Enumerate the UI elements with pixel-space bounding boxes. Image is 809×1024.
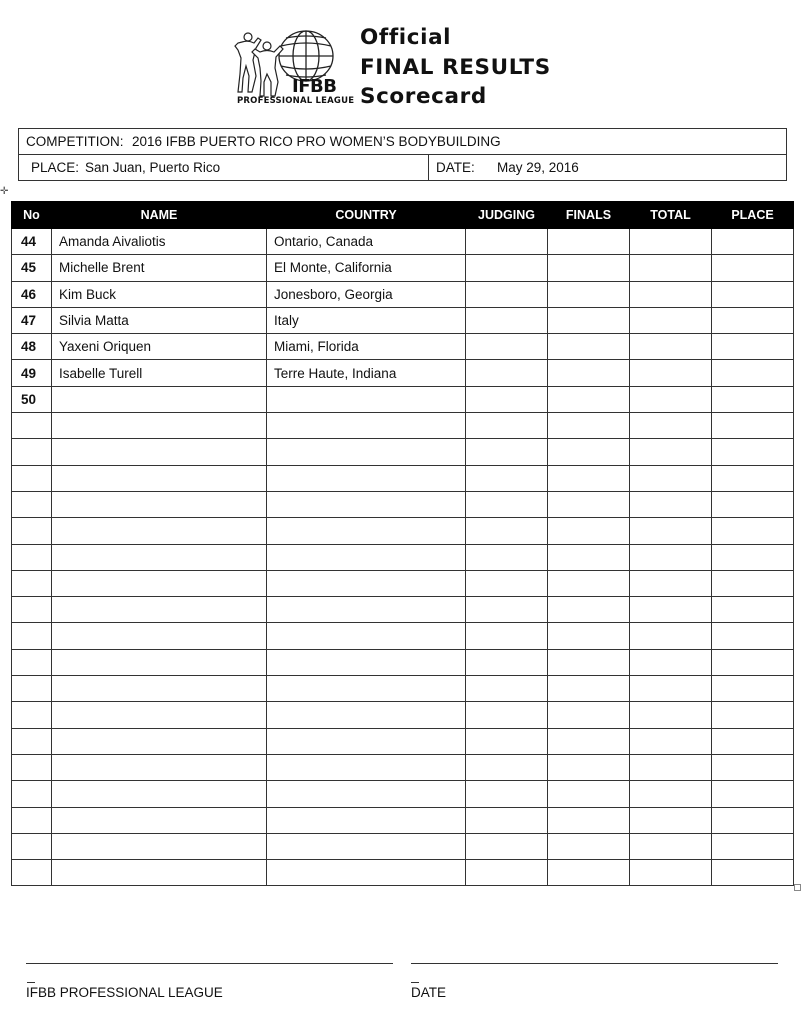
cell-place [712, 807, 794, 833]
cell-judging [466, 833, 548, 859]
cell-place [712, 833, 794, 859]
results-table-body [12, 229, 794, 886]
cell-finals [548, 728, 630, 754]
cell-place [712, 465, 794, 491]
date-value: May 29, 2016 [497, 160, 579, 175]
cell-judging [466, 570, 548, 596]
table-row [12, 307, 794, 333]
column-header-place: PLACE [712, 202, 794, 229]
cell-no: 44 [12, 229, 52, 255]
cell-place [712, 649, 794, 675]
table-row [12, 439, 794, 465]
cell-country [267, 570, 466, 596]
cell-name [52, 518, 267, 544]
cell-finals [548, 281, 630, 307]
cell-judging [466, 334, 548, 360]
cell-judging [466, 807, 548, 833]
cell-finals [548, 807, 630, 833]
cell-judging [466, 439, 548, 465]
cell-finals [548, 702, 630, 728]
cell-country [267, 544, 466, 570]
cell-judging [466, 781, 548, 807]
cell-finals [548, 544, 630, 570]
cell-name [52, 465, 267, 491]
cell-name [52, 544, 267, 570]
cell-no [12, 623, 52, 649]
cell-no [12, 491, 52, 517]
table-row [12, 781, 794, 807]
cell-finals [548, 491, 630, 517]
cell-name [52, 623, 267, 649]
cell-no: 49 [12, 360, 52, 386]
place-date-row [19, 155, 786, 181]
cell-country [267, 807, 466, 833]
cell-judging [466, 491, 548, 517]
cell-no: 46 [12, 281, 52, 307]
cell-country [267, 781, 466, 807]
table-resize-handle[interactable] [794, 884, 801, 891]
table-row [12, 386, 794, 412]
cell-judging [466, 360, 548, 386]
cell-judging [466, 623, 548, 649]
cell-country [267, 860, 466, 886]
info-divider [428, 155, 429, 181]
signature-dash-right [411, 982, 419, 983]
cell-place [712, 781, 794, 807]
cell-total [630, 229, 712, 255]
cell-finals [548, 255, 630, 281]
cell-total [630, 518, 712, 544]
cell-name [52, 439, 267, 465]
cell-name [52, 649, 267, 675]
table-row [12, 281, 794, 307]
place-value: San Juan, Puerto Rico [85, 160, 221, 175]
table-row [12, 597, 794, 623]
cell-country [267, 465, 466, 491]
cell-total [630, 281, 712, 307]
column-header-judging: JUDGING [466, 202, 548, 229]
cell-no [12, 465, 52, 491]
cell-total [630, 360, 712, 386]
cell-place [712, 491, 794, 517]
cell-finals [548, 833, 630, 859]
cell-place [712, 334, 794, 360]
cell-no [12, 518, 52, 544]
title-line-1: Official [360, 25, 452, 50]
cell-no [12, 649, 52, 675]
cell-country: El Monte, California [267, 255, 466, 281]
cell-no: 50 [12, 386, 52, 412]
cell-total [630, 570, 712, 596]
cell-finals [548, 860, 630, 886]
cell-judging [466, 518, 548, 544]
cell-country [267, 597, 466, 623]
cell-name: Silvia Matta [52, 307, 267, 333]
cell-finals [548, 229, 630, 255]
cell-place [712, 518, 794, 544]
signature-line-league [26, 963, 393, 964]
table-row [12, 491, 794, 517]
cell-finals [548, 570, 630, 596]
cell-judging [466, 676, 548, 702]
cell-no [12, 728, 52, 754]
table-row [12, 570, 794, 596]
title-line-3: Scorecard [360, 84, 487, 109]
cell-name [52, 597, 267, 623]
cell-judging [466, 649, 548, 675]
cell-judging [466, 728, 548, 754]
table-row [12, 860, 794, 886]
cell-finals [548, 781, 630, 807]
column-header-name: NAME [52, 202, 267, 229]
cell-finals [548, 360, 630, 386]
cell-name [52, 807, 267, 833]
cell-total [630, 544, 712, 570]
cell-place [712, 307, 794, 333]
cell-name [52, 491, 267, 517]
cell-total [630, 833, 712, 859]
cell-total [630, 465, 712, 491]
column-header-finals: FINALS [548, 202, 630, 229]
table-row [12, 807, 794, 833]
cell-country [267, 413, 466, 439]
cell-country [267, 491, 466, 517]
cell-place [712, 676, 794, 702]
cell-total [630, 860, 712, 886]
cell-country: Jonesboro, Georgia [267, 281, 466, 307]
table-row [12, 465, 794, 491]
cell-place [712, 360, 794, 386]
table-move-handle-icon[interactable]: ✛ [0, 186, 9, 197]
table-row [12, 833, 794, 859]
cell-finals [548, 649, 630, 675]
cell-no: 47 [12, 307, 52, 333]
cell-total [630, 676, 712, 702]
cell-judging [466, 544, 548, 570]
cell-country [267, 833, 466, 859]
competition-value: 2016 IFBB PUERTO RICO PRO WOMEN’S BODYBUILDING [132, 134, 501, 149]
competition-label: COMPETITION: [26, 134, 124, 149]
cell-total [630, 255, 712, 281]
cell-place [712, 597, 794, 623]
cell-total [630, 413, 712, 439]
cell-name: Yaxeni Oriquen [52, 334, 267, 360]
table-row [12, 728, 794, 754]
document-title [360, 23, 551, 112]
signature-dash-left [27, 982, 35, 983]
cell-no [12, 439, 52, 465]
cell-no [12, 807, 52, 833]
cell-country: Ontario, Canada [267, 229, 466, 255]
cell-name: Michelle Brent [52, 255, 267, 281]
cell-total [630, 597, 712, 623]
signature-line-date [411, 963, 778, 964]
cell-country [267, 676, 466, 702]
cell-finals [548, 307, 630, 333]
cell-no [12, 702, 52, 728]
cell-finals [548, 623, 630, 649]
cell-finals [548, 597, 630, 623]
cell-name: Kim Buck [52, 281, 267, 307]
title-line-2: FINAL RESULTS [360, 54, 551, 80]
cell-finals [548, 676, 630, 702]
footer-league-label: IFBB PROFESSIONAL LEAGUE [26, 985, 223, 1000]
cell-judging [466, 255, 548, 281]
cell-no [12, 781, 52, 807]
footer-date-label: DATE [411, 985, 447, 1000]
cell-no: 45 [12, 255, 52, 281]
cell-judging [466, 229, 548, 255]
table-header-row [12, 202, 794, 229]
cell-place [712, 570, 794, 596]
place-label: PLACE: [31, 160, 80, 175]
table-row [12, 334, 794, 360]
cell-no [12, 860, 52, 886]
cell-name [52, 570, 267, 596]
table-row [12, 229, 794, 255]
cell-name [52, 702, 267, 728]
cell-name [52, 413, 267, 439]
cell-place [712, 439, 794, 465]
cell-finals [548, 518, 630, 544]
cell-place [712, 229, 794, 255]
cell-name [52, 754, 267, 780]
cell-country [267, 623, 466, 649]
cell-place [712, 281, 794, 307]
cell-no: 48 [12, 334, 52, 360]
column-header-no: No [12, 202, 52, 229]
competition-info-box [18, 128, 787, 181]
cell-no [12, 676, 52, 702]
cell-no [12, 544, 52, 570]
cell-total [630, 649, 712, 675]
cell-country [267, 728, 466, 754]
cell-total [630, 623, 712, 649]
cell-judging [466, 702, 548, 728]
column-header-total: TOTAL [630, 202, 712, 229]
cell-place [712, 623, 794, 649]
cell-country [267, 518, 466, 544]
logo-subtitle: PROFESSIONAL LEAGUE [237, 96, 355, 106]
cell-total [630, 807, 712, 833]
cell-judging [466, 281, 548, 307]
cell-no [12, 570, 52, 596]
cell-finals [548, 439, 630, 465]
cell-no [12, 413, 52, 439]
cell-country [267, 702, 466, 728]
cell-total [630, 439, 712, 465]
cell-finals [548, 465, 630, 491]
table-row [12, 754, 794, 780]
cell-place [712, 754, 794, 780]
table-row [12, 360, 794, 386]
cell-total [630, 781, 712, 807]
cell-judging [466, 754, 548, 780]
cell-place [712, 860, 794, 886]
cell-finals [548, 754, 630, 780]
cell-no [12, 833, 52, 859]
cell-country [267, 754, 466, 780]
cell-finals [548, 386, 630, 412]
table-row [12, 623, 794, 649]
cell-finals [548, 413, 630, 439]
cell-total [630, 702, 712, 728]
table-row [12, 518, 794, 544]
cell-judging [466, 307, 548, 333]
cell-no [12, 754, 52, 780]
cell-place [712, 255, 794, 281]
cell-total [630, 386, 712, 412]
cell-finals [548, 334, 630, 360]
cell-place [712, 413, 794, 439]
cell-country [267, 439, 466, 465]
cell-total [630, 728, 712, 754]
table-row [12, 255, 794, 281]
logo-org-text: IFBB [292, 76, 337, 97]
results-table [11, 201, 794, 886]
cell-place [712, 544, 794, 570]
table-row [12, 676, 794, 702]
globe-icon [279, 31, 333, 81]
cell-total [630, 491, 712, 517]
cell-name: Amanda Aivaliotis [52, 229, 267, 255]
cell-total [630, 334, 712, 360]
cell-place [712, 386, 794, 412]
table-row [12, 702, 794, 728]
competition-row [19, 129, 786, 155]
cell-name: Isabelle Turell [52, 360, 267, 386]
cell-country: Italy [267, 307, 466, 333]
cell-country: Miami, Florida [267, 334, 466, 360]
table-row [12, 649, 794, 675]
cell-judging [466, 597, 548, 623]
cell-place [712, 728, 794, 754]
table-row [12, 413, 794, 439]
table-row [12, 544, 794, 570]
cell-judging [466, 465, 548, 491]
cell-name [52, 781, 267, 807]
cell-no [12, 597, 52, 623]
cell-name [52, 386, 267, 412]
cell-judging [466, 386, 548, 412]
cell-name [52, 833, 267, 859]
cell-country [267, 386, 466, 412]
cell-total [630, 754, 712, 780]
cell-judging [466, 413, 548, 439]
cell-total [630, 307, 712, 333]
cell-country: Terre Haute, Indiana [267, 360, 466, 386]
athletes-icon [235, 33, 283, 96]
cell-place [712, 702, 794, 728]
cell-judging [466, 860, 548, 886]
column-header-country: COUNTRY [267, 202, 466, 229]
date-label: DATE: [436, 160, 475, 175]
cell-name [52, 728, 267, 754]
cell-name [52, 676, 267, 702]
cell-country [267, 649, 466, 675]
cell-name [52, 860, 267, 886]
